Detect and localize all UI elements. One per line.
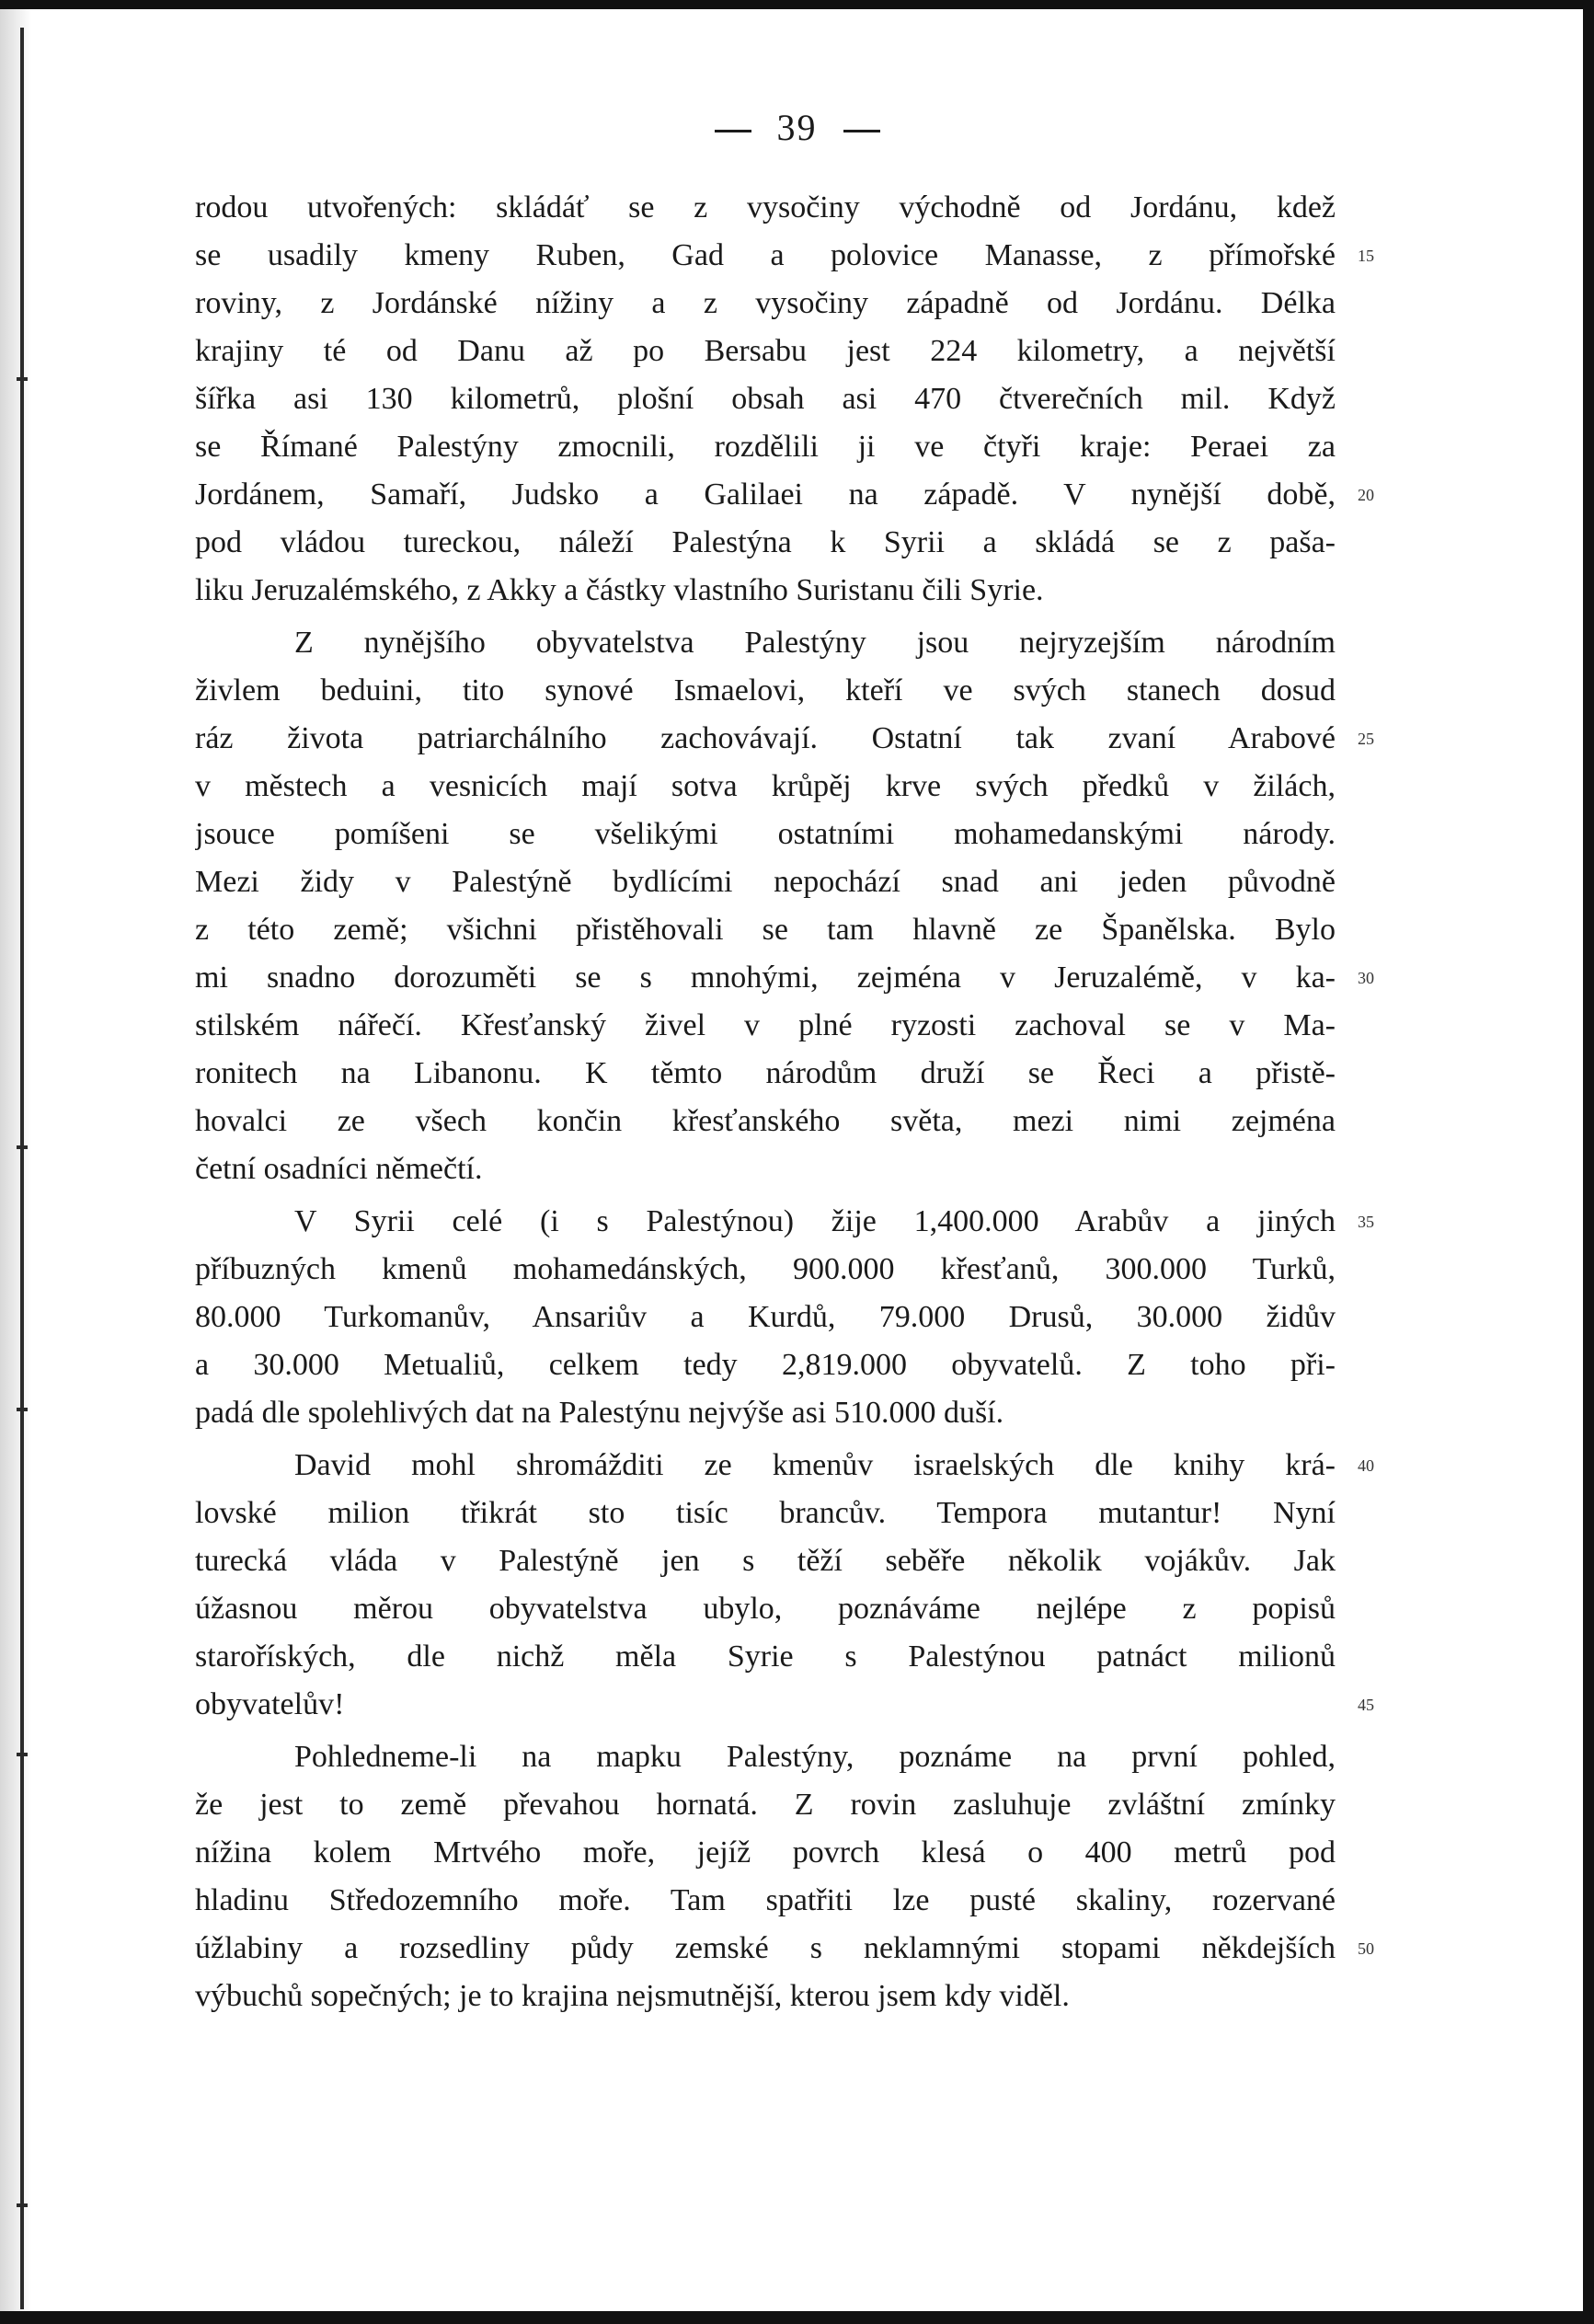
text-line: hovalci ze všech končin křesťanského světa, mezi nimi zejména: [195, 1104, 1336, 1138]
margin-line-number: 25: [1358, 730, 1374, 748]
text-line: staroříských, dle nichž měla Syrie s Palestýnou patnáct milionů: [195, 1639, 1336, 1674]
text-line: ráz života patriarchálního zachovávají. Ostatní tak zvaní Arabové: [195, 721, 1336, 755]
margin-line-number: 45: [1358, 1696, 1374, 1714]
binding-mark: [17, 2203, 28, 2207]
scan-left-shadow: [0, 0, 31, 2324]
text-line: V Syrii celé (i s Palestýnou) žije 1,400.000 Arabův a jiných: [294, 1204, 1336, 1238]
text-line: Mezi židy v Palestýně bydlícími nepochází snad ani jeden původně: [195, 865, 1336, 899]
margin-line-number: 35: [1358, 1213, 1374, 1231]
text-line: David mohl shromážditi ze kmenův israelských dle knihy krá-: [294, 1448, 1336, 1482]
text-line: Jordánem, Samaří, Judsko a Galilaei na západě. V nynější době,: [195, 477, 1336, 512]
text-line: jsouce pomíšeni se všelikými ostatními mohamedanskými národy.: [195, 817, 1336, 851]
text-line: 80.000 Turkomanův, Ansariův a Kurdů, 79.000 Drusů, 30.000 židův: [195, 1300, 1336, 1334]
paragraph: [195, 619, 1336, 1193]
text-line: se Římané Palestýny zmocnili, rozdělili ji ve čtyři kraje: Peraei za: [195, 430, 1336, 464]
header-dash-right: [843, 130, 880, 132]
paragraph: [195, 1733, 1336, 2020]
text-line: pod vládou tureckou, náleží Palestýna k Syrii a skládá se z paša-: [195, 525, 1336, 559]
text-line: že jest to země převahou hornatá. Z rovin zasluhuje zvláštní zmínky: [195, 1788, 1336, 1822]
binding-mark: [17, 1753, 28, 1756]
text-line: roviny, z Jordánské nížiny a z vysočiny západně od Jordánu. Délka: [195, 286, 1336, 320]
text-line: výbuchů sopečných; je to krajina nejsmutnější, kterou jsem kdy viděl.: [195, 1979, 1070, 2013]
text-line: úžlabiny a rozsedliny půdy zemské s neklamnými stopami někdejších: [195, 1931, 1336, 1965]
text-line: padá dle spolehlivých dat na Palestýnu nejvýše asi 510.000 duší.: [195, 1396, 1004, 1430]
body-text: [195, 184, 1336, 2020]
text-line: úžasnou měrou obyvatelstva ubylo, poznáváme nejlépe z popisů: [195, 1592, 1336, 1626]
text-line: v městech a vesnicích mají sotva krůpěj krve svých předků v žilách,: [195, 769, 1336, 803]
text-line: četní osadníci němečtí.: [195, 1152, 483, 1186]
margin-line-number: 20: [1358, 486, 1374, 504]
text-line: živlem beduini, tito synové Ismaelovi, kteří ve svých stanech dosud: [195, 673, 1336, 708]
text-line: se usadily kmeny Ruben, Gad a polovice Manasse, z přímořské: [195, 238, 1336, 272]
scan-binding-edge: [20, 28, 24, 2309]
text-line: liku Jeruzalémského, z Akky a částky vlastního Suristanu čili Syrie.: [195, 573, 1044, 607]
paragraph: [195, 1442, 1336, 1729]
text-line: lovské milion třikrát sto tisíc brancův. Tempora mutantur! Nyní: [195, 1496, 1336, 1530]
text-line: šířka asi 130 kilometrů, plošní obsah asi 470 čtverečních mil. Když: [195, 382, 1336, 416]
margin-line-number: 50: [1358, 1939, 1374, 1958]
text-line: ronitech na Libanonu. K těmto národům druží se Řeci a přistě-: [195, 1056, 1336, 1090]
text-line: Z nynějšího obyvatelstva Palestýny jsou nejryzejším národním: [294, 626, 1336, 660]
text-line: nížina kolem Mrtvého moře, jejíž povrch klesá o 400 metrů pod: [195, 1835, 1336, 1870]
paragraph: [195, 184, 1336, 615]
binding-mark: [17, 377, 28, 381]
margin-line-number: 40: [1358, 1456, 1374, 1475]
binding-mark: [17, 1408, 28, 1411]
page-header: [0, 106, 1594, 149]
paragraph: [195, 1198, 1336, 1437]
text-line: stilském nářečí. Křesťanský živel v plné ryzosti zachoval se v Ma-: [195, 1008, 1336, 1042]
header-dash-left: [715, 130, 751, 132]
text-line: příbuzných kmenů mohamedánských, 900.000 křesťanů, 300.000 Turků,: [195, 1252, 1336, 1286]
text-line: Pohledneme-li na mapku Palestýny, poznáme na první pohled,: [294, 1740, 1336, 1774]
binding-mark: [17, 1145, 28, 1149]
text-line: obyvatelův!: [195, 1687, 345, 1721]
margin-line-number: 30: [1358, 969, 1374, 987]
text-line: hladinu Středozemního moře. Tam spatřiti lze pusté skaliny, rozervané: [195, 1883, 1336, 1917]
text-line: rodou utvořených: skládáť se z vysočiny východně od Jordánu, kdež: [195, 190, 1336, 224]
text-line: a 30.000 Metualiů, celkem tedy 2,819.000 obyvatelů. Z toho při-: [195, 1348, 1336, 1382]
text-line: mi snadno dorozuměti se s mnohými, zejména v Jeruzalémě, v ka-: [195, 961, 1336, 995]
margin-line-number: 15: [1358, 247, 1374, 265]
page-number: 39: [776, 107, 818, 148]
text-line: krajiny té od Danu až po Bersabu jest 224 kilometry, a největší: [195, 334, 1336, 368]
text-line: z této země; všichni přistěhovali se tam hlavně ze Španělska. Bylo: [195, 913, 1336, 947]
text-line: turecká vláda v Palestýně jen s těží seběře několik vojákův. Jak: [195, 1544, 1336, 1578]
